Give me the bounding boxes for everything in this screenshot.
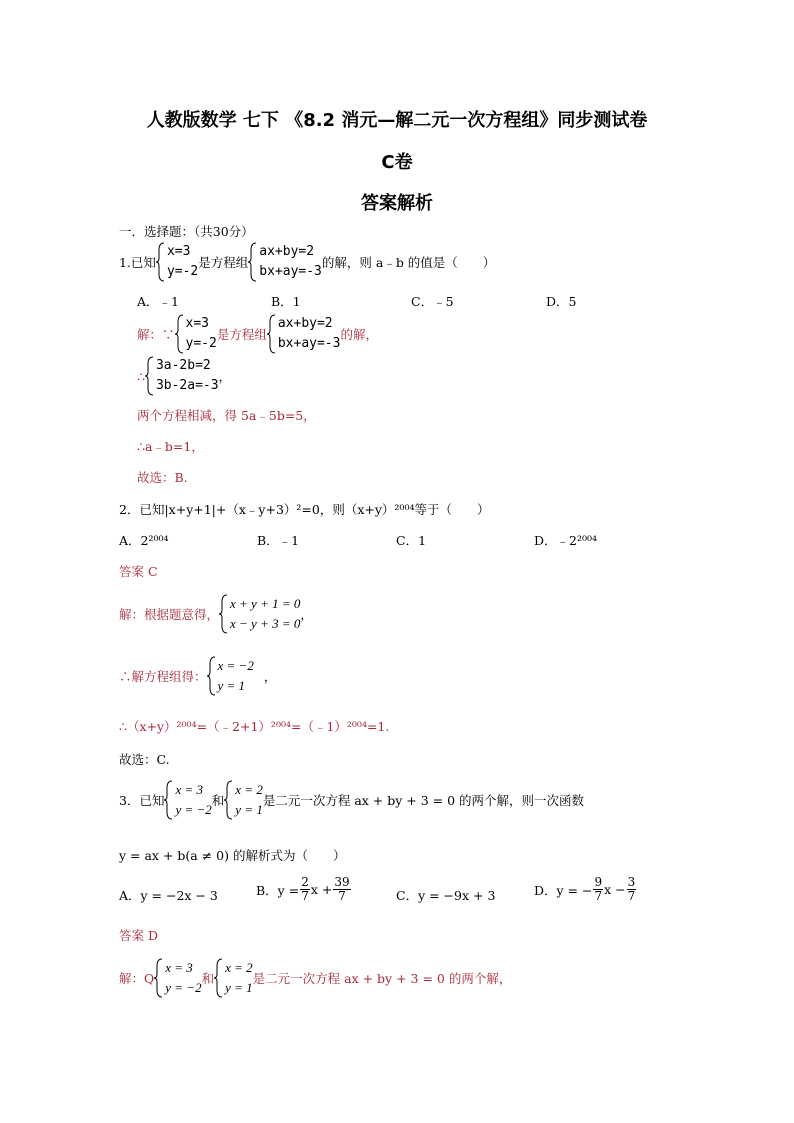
q2-option-d: D．﹣2²⁰⁰⁴ [534,533,598,548]
q1-option-c: C．﹣5 [411,294,454,309]
q3-option-d: D．y = − $\frac{9}{7}$ x − $\frac{3}{7}$ [534,875,636,903]
q1-sol-system-c: 3a-2b=2 3b-2a=-3 [145,356,219,396]
q1-sol-system-b: ax+by=2 bx+ay=-3 [267,314,341,354]
q1-solution-line4: ∴a﹣b=1， [137,439,204,454]
q3-option-a: A．y = −2x − 3 [119,888,218,903]
q1-solution-line1: 解：∵ x=3 y=-2 是方程组 ax+by=2 bx+ay=-3 的解， [137,314,378,354]
q2-solution-line2: ∴解方程组得： x = −2 y = 1 ， [119,656,276,696]
q1-solution-line2: ∴ 3a-2b=2 3b-2a=-3 ， [137,356,231,396]
q2-system-a: x + y + 1 = 0 x − y + 3 = 0 [219,594,300,634]
q3-system-a: x = 3 y = −2 [164,780,211,820]
q1-solution-line5: 故选：B. [137,470,188,485]
q2-system-b: x = −2 y = 1 [207,656,254,696]
q2-answer: 答案 C [119,564,158,579]
q1-option-b: B．1 [271,294,301,309]
q1-option-d: D．5 [546,294,577,309]
q1-system-b: ax+by=2 bx+ay=-3 [248,242,322,282]
q2-option-b: B．﹣1 [257,533,300,548]
q3-system-b: x = 2 y = 1 [224,780,263,820]
q3-solution-line1: 解：Q x = 3 y = −2 和 x = 2 y = 1 是二元一次方程 ax + by + 3 = 0 的两个解， [119,958,511,998]
q3-sol-system-b: x = 2 y = 1 [214,958,253,998]
q1-stem [119,242,495,282]
q3-option-c: C．y = −9x + 3 [396,888,496,903]
doc-subtitle: C卷 [381,152,413,173]
q1-solution-line3: 两个方程相减，得 5a﹣5b=5， [137,408,316,423]
section-heading: 一．选择题：（共30分） [119,224,254,239]
q2-solution-line3: ∴（x+y）²⁰⁰⁴=（﹣2+1）²⁰⁰⁴=（﹣1）²⁰⁰⁴=1. [119,719,390,734]
q2-stem: 2．已知|x+y+1|+（x﹣y+3）²=0，则（x+y）²⁰⁰⁴等于（ ） [119,502,490,517]
q1-option-a: A．﹣1 [137,294,179,309]
q3-answer: 答案 D [119,928,158,943]
q2-solution-line4: 故选：C. [119,752,170,767]
q3-option-b: B．y = $\frac{2}{7}$ x + $\frac{39}{7}$ [256,875,350,903]
q2-solution-line1: 解：根据题意得， x + y + 1 = 0 x − y + 3 = 0 ， [119,594,313,634]
q1-prefix: 1.已知 [119,255,156,270]
doc-title: 人教版数学 七下 《8.2 消元—解二元一次方程组》同步测试卷 [146,110,648,131]
q1-sol-system-a: x=3 y=-2 [175,314,217,354]
q2-option-a: A．2²⁰⁰⁴ [119,533,169,548]
q3-stem-line2: y = ax + b(a ≠ 0) 的解析式为（ ） [119,848,346,863]
q3-sol-system-a: x = 3 y = −2 [154,958,201,998]
doc-heading: 答案解析 [361,193,433,214]
q1-mid: 是方程组 [198,255,249,270]
q1-suffix: 的解，则 a﹣b 的值是（ ） [321,255,496,270]
q1-system-a: x=3 y=-2 [156,242,198,282]
q2-option-c: C．1 [396,533,427,548]
q3-stem: 3．已知 x = 3 y = −2 和 x = 2 y = 1 是二元一次方程 ax + by + 3 = 0 的两个解，则一次函数 [119,780,584,820]
